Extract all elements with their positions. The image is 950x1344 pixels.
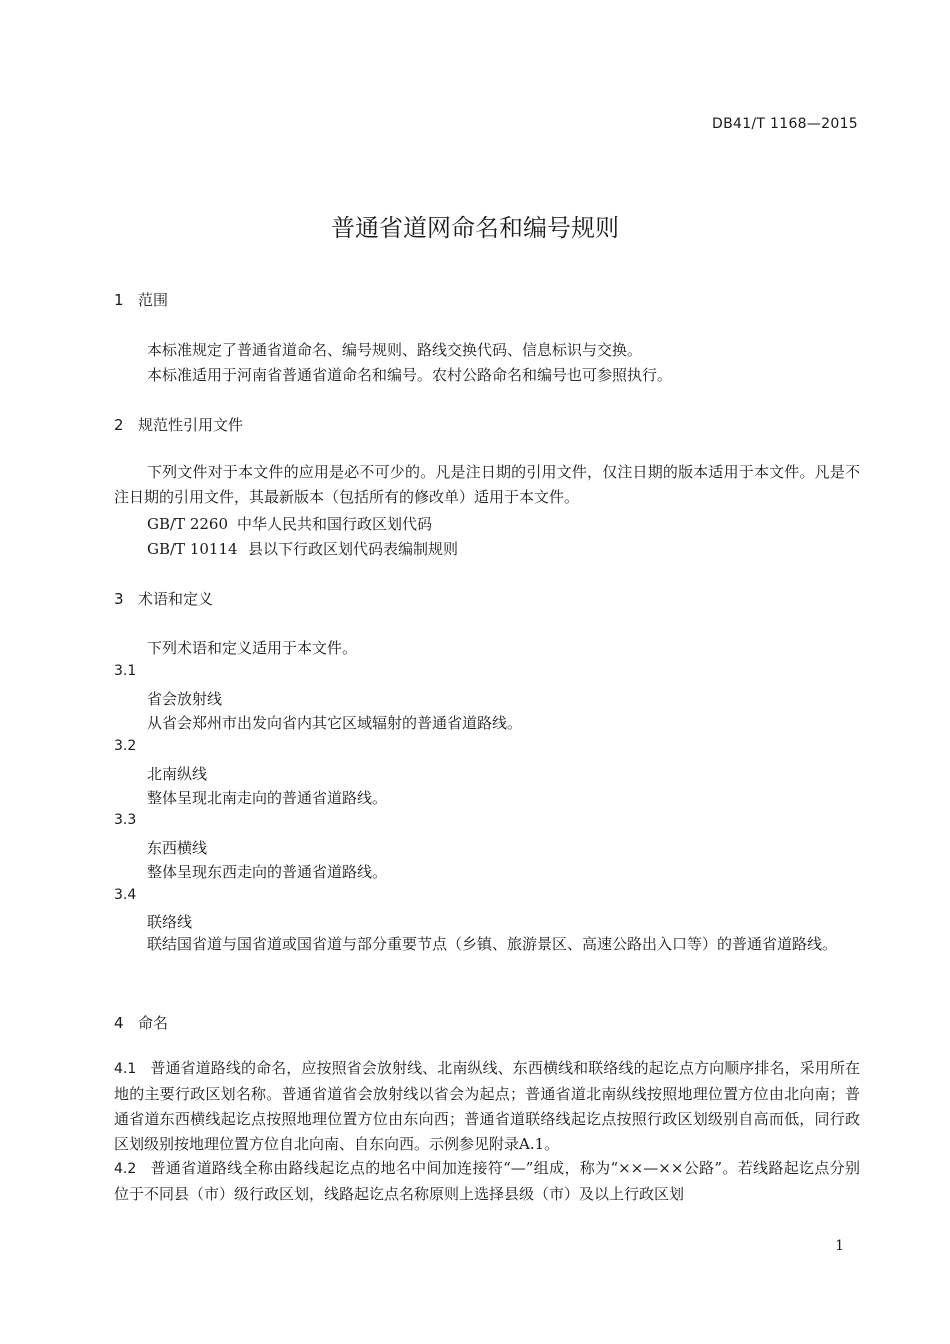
section-heading	[114, 414, 243, 435]
reference-item	[147, 538, 458, 559]
section-number: 2	[114, 416, 124, 434]
section-heading	[114, 1012, 168, 1033]
term-number: 3.4	[114, 887, 137, 903]
reference-name: 县以下行政区划代码表编制规则	[248, 540, 459, 558]
term-title: 北南纵线	[147, 765, 208, 783]
section-title: 术语和定义	[138, 590, 214, 608]
clause-text: 普通省道路线的命名，应按照省会放射线、北南纵线、东西横线和联络线的起讫点方向顺序排名，采用所在地的主要行政区划名称。普通省道省会放射线以省会为起点；普通省道北南纵线按照地理位置方位由北向南；普通省道东西横线起讫点按照地理位置方位由东向西；普通省道联络线起讫点按照行政区划级别自高而低，同行政区划级别按地理位置方位自北向南、自东向西。示例参见附录A.1。	[114, 1059, 860, 1153]
term-number: 3.2	[114, 738, 137, 754]
section-number: 3	[114, 590, 124, 608]
clause	[114, 1056, 860, 1157]
term-definition: 联结国省道与国省道或国省道与部分重要节点（乡镇、旅游景区、高速公路出入口等）的普通省道路线。	[147, 935, 838, 953]
section-title: 范围	[138, 291, 169, 309]
clause-number: 4.2	[114, 1161, 137, 1177]
section-number: 4	[114, 1014, 124, 1032]
term-title: 联络线	[147, 913, 193, 931]
term-definition: 整体呈现北南走向的普通省道路线。	[147, 789, 388, 807]
term-number: 3.1	[114, 663, 137, 679]
reference-item	[147, 513, 432, 534]
clause-number: 4.1	[114, 1061, 137, 1077]
term-definition: 从省会郑州市出发向省内其它区域辐射的普通省道路线。	[147, 714, 523, 732]
page-title: 普通省道网命名和编号规则	[331, 214, 619, 242]
paragraph: 下列术语和定义适用于本文件。	[147, 639, 358, 657]
section-title: 规范性引用文件	[138, 416, 244, 434]
paragraph: 本标准规定了普通省道命名、编号规则、路线交换代码、信息标识与交换。	[147, 341, 643, 359]
term-definition: 整体呈现东西走向的普通省道路线。	[147, 863, 388, 881]
page-number: 1	[835, 1238, 844, 1254]
term-title: 东西横线	[147, 839, 208, 857]
term-title: 省会放射线	[147, 690, 223, 708]
reference-code: GB/T 10114	[147, 540, 238, 558]
section-heading	[114, 289, 168, 310]
term-number: 3.3	[114, 812, 137, 828]
clause	[114, 1156, 860, 1207]
section-heading	[114, 588, 213, 609]
paragraph: 下列文件对于本文件的应用是必不可少的。凡是注日期的引用文件，仅注日期的版本适用于本文件。凡是不注日期的引用文件，其最新版本（包括所有的修改单）适用于本文件。	[114, 463, 860, 506]
standard-code: DB41/T 1168—2015	[712, 116, 858, 132]
section-title: 命名	[138, 1014, 169, 1032]
clause-text: 普通省道路线全称由路线起讫点的地名中间加连接符“—”组成，称为“××—××公路”。若线路起讫点分别位于不同县（市）级行政区划，线路起讫点名称原则上选择县级（市）及以上行政区划	[114, 1159, 860, 1203]
paragraph: 本标准适用于河南省普通省道命名和编号。农村公路命名和编号也可参照执行。	[147, 366, 673, 384]
section-number: 1	[114, 291, 124, 309]
reference-code: GB/T 2260	[147, 515, 229, 533]
reference-name: 中华人民共和国行政区划代码	[237, 515, 433, 533]
